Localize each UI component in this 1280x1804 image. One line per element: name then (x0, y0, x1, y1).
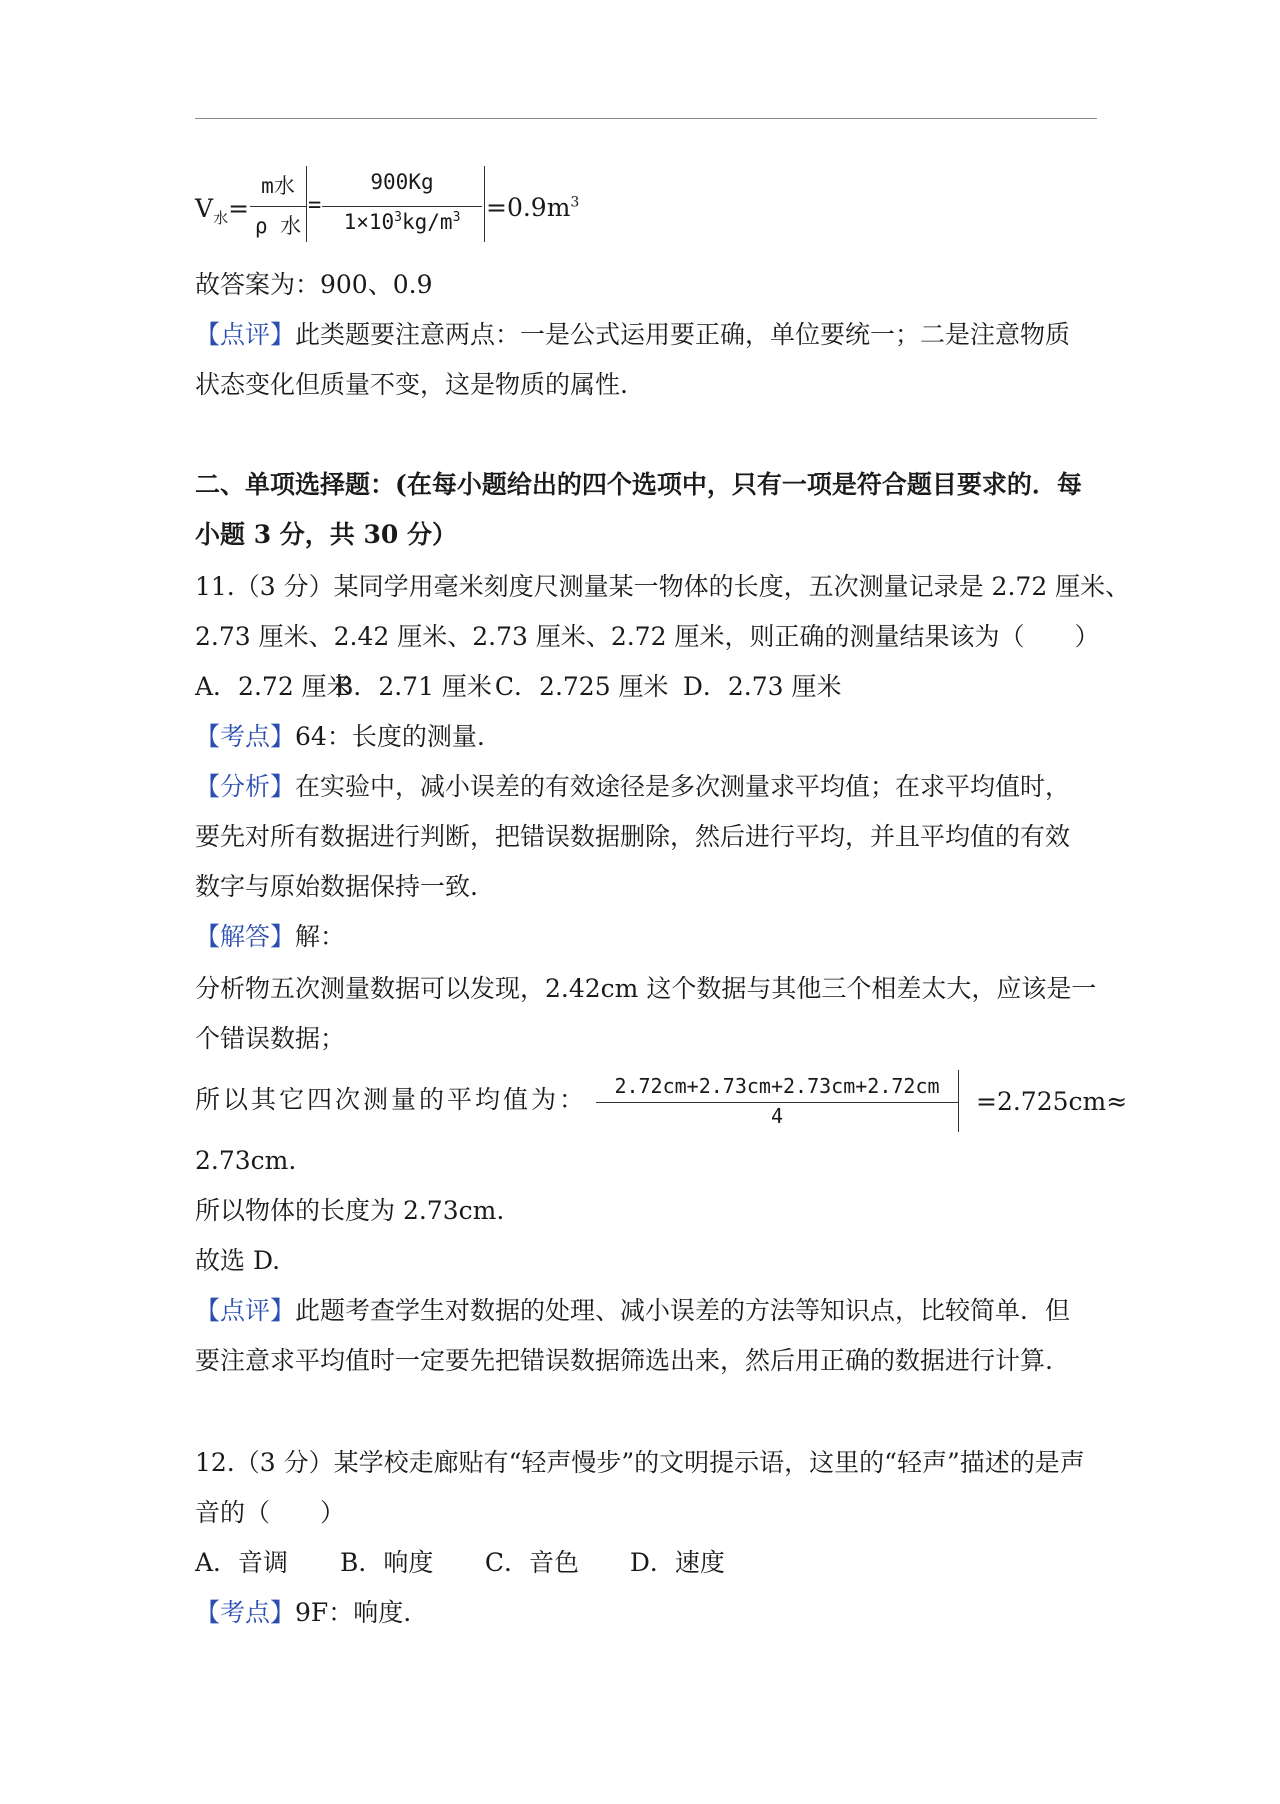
q12-option-b: B．响度 (339, 1548, 434, 1577)
header-rule (195, 118, 1097, 119)
q11-option-d: D．2.73 厘米 (682, 672, 842, 701)
section-heading-line-2: 小题 3 分，共 30 分） (195, 520, 458, 549)
q12-option-d: D．速度 (629, 1548, 725, 1577)
q11-fenxi-line-1: 【分析】在实验中，减小误差的有效途径是多次测量求平均值；在求平均值时， (195, 772, 1071, 801)
q12-option-c: C．音色 (484, 1548, 580, 1577)
q11-jieda: 【解答】解： (195, 922, 346, 951)
average-fraction: 2.72cm+2.73cm+2.73cm+2.72cm 4 (596, 1074, 958, 1132)
comment-line-1: 【点评】此类题要注意两点：一是公式运用要正确，单位要统一；二是注意物质 (195, 320, 1071, 349)
q12-options (195, 1548, 725, 1578)
q11-solution-line-2: 个错误数据； (195, 1024, 346, 1053)
kaodian-tag: 【考点】 (195, 722, 296, 751)
q11-stem-line-2: 2.73 厘米、2.42 厘米、2.73 厘米、2.72 厘米，则正确的测量结果该为（ ） (195, 622, 1100, 651)
dianping-tag: 【点评】 (195, 1296, 296, 1325)
q11-option-a: A．2.72 厘米 (195, 672, 352, 701)
q11-solution-line-5: 所以物体的长度为 2.73cm. (195, 1196, 505, 1225)
average-result: =2.725cm≈ (976, 1087, 1128, 1116)
q12-kaodian: 【考点】9F：响度. (195, 1598, 412, 1627)
formula-result: $=0.9m^3$ (486, 193, 580, 222)
comment-tag: 【点评】 (195, 320, 296, 349)
fenxi-tag: 【分析】 (195, 772, 296, 801)
q11-option-b: B．2.71 厘米 (334, 672, 492, 701)
mass-over-density-fraction: m水 ρ 水 (250, 170, 306, 242)
answer-line: 故答案为：900、0.9 (195, 270, 433, 299)
q12-stem-line-1: 12.（3 分）某学校走廊贴有“轻声慢步”的文明提示语，这里的“轻声”描述的是声 (195, 1448, 1085, 1477)
q11-options (195, 672, 842, 702)
q11-fenxi-line-2: 要先对所有数据进行判断，把错误数据删除，然后进行平均，并且平均值的有效 (195, 822, 1071, 851)
section-heading-line-1: 二、单项选择题：(在每小题给出的四个选项中，只有一项是符合题目要求的．每 (195, 470, 1082, 499)
formula-lhs: $V_水=$ (195, 194, 250, 227)
q11-option-c: C．2.725 厘米 (494, 672, 669, 701)
q11-fenxi-line-3: 数字与原始数据保持一致. (195, 872, 478, 901)
q11-solution-line-6: 故选 D. (195, 1246, 281, 1275)
equals-sign: = (308, 193, 322, 218)
numeric-fraction: 900Kg $1\times 10^3kg/m^3$ (322, 170, 482, 242)
q12-option-a: A．音调 (195, 1548, 289, 1577)
q11-solution-line-1: 分析物五次测量数据可以发现，2.42cm 这个数据与其他三个相差太大，应该是一 (195, 974, 1097, 1003)
q11-kaodian: 【考点】64：长度的测量. (195, 722, 485, 751)
q11-stem-line-1: 11.（3 分）某同学用毫米刻度尺测量某一物体的长度，五次测量记录是 2.72 厘米、 (195, 572, 1131, 601)
q11-dianping-line-1: 【点评】此题考查学生对数据的处理、减小误差的方法等知识点，比较简单．但 (195, 1296, 1071, 1325)
q11-average-prefix: 所以其它四次测量的平均值为： (195, 1085, 588, 1114)
jieda-tag: 【解答】 (195, 922, 296, 951)
q11-solution-line-4: 2.73cm. (195, 1146, 297, 1175)
comment-line-2: 状态变化但质量不变，这是物质的属性. (195, 370, 628, 399)
q12-stem-line-2: 音的（ ） (195, 1498, 346, 1527)
kaodian-tag: 【考点】 (195, 1598, 296, 1627)
q11-dianping-line-2: 要注意求平均值时一定要先把错误数据筛选出来，然后用正确的数据进行计算. (195, 1346, 1053, 1375)
